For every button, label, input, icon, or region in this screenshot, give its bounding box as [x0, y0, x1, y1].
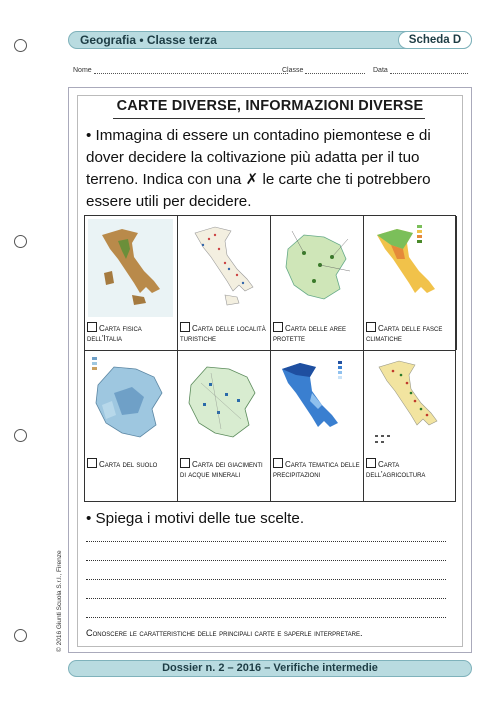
name-label: Nome — [73, 67, 92, 74]
map-card — [364, 216, 457, 350]
name-field[interactable] — [73, 66, 288, 74]
binder-hole — [14, 429, 27, 442]
map-option[interactable] — [180, 322, 269, 344]
map-option[interactable] — [273, 322, 362, 344]
map-option[interactable] — [366, 458, 455, 480]
title-underline — [113, 118, 425, 119]
checkbox[interactable] — [273, 458, 283, 468]
map-option[interactable] — [180, 458, 269, 480]
answer-line[interactable] — [86, 598, 446, 599]
class-label: Classe — [282, 67, 304, 74]
answer-line[interactable] — [86, 560, 446, 561]
climate-zones-map-icon — [367, 219, 452, 317]
learning-objective: Conoscere le caratteristiche delle principali carte e saperle interpretare. — [86, 628, 363, 638]
map-option[interactable] — [87, 458, 176, 470]
map-card — [364, 350, 457, 501]
checkbox[interactable] — [366, 458, 376, 468]
mineral-water-map-icon — [181, 353, 266, 451]
map-card — [271, 350, 364, 501]
map-caption: Carta fisica dell'Italia — [87, 324, 142, 343]
map-option[interactable] — [87, 322, 176, 344]
map-caption: Carta dei giacimenti di acque minerali — [180, 460, 263, 479]
tourist-map-italy-icon — [181, 219, 266, 317]
protected-areas-map-icon — [274, 219, 359, 317]
map-caption: Carta delle aree protette — [273, 324, 347, 343]
map-card — [178, 216, 271, 350]
map-caption: Carta delle località turistiche — [180, 324, 266, 343]
instruction-text: • Immagina di essere un contadino piemontese e di dover decidere la coltivazione più adatta per il tuo terreno. Indica con una ✗ le carte che ti potrebbero essere utili per decidere. — [86, 127, 431, 210]
binder-hole — [14, 629, 27, 642]
checkbox[interactable] — [180, 322, 190, 332]
answer-line[interactable] — [86, 579, 446, 580]
footer-bar: Dossier n. 2 – 2016 – Verifiche intermedie — [68, 660, 472, 677]
checkbox[interactable] — [87, 322, 97, 332]
agriculture-map-icon — [367, 353, 452, 451]
page-title: CARTE DIVERSE, INFORMAZIONI DIVERSE — [116, 98, 424, 114]
map-card — [85, 350, 178, 501]
map-caption: Carta delle fasce climatiche — [366, 324, 443, 343]
checkbox[interactable] — [87, 458, 97, 468]
date-field[interactable] — [373, 66, 468, 74]
map-option[interactable] — [273, 458, 362, 480]
map-card — [271, 216, 364, 350]
checkbox[interactable] — [180, 458, 190, 468]
scheda-badge: Scheda D — [398, 31, 472, 49]
checkbox[interactable] — [366, 322, 376, 332]
map-option[interactable] — [366, 322, 455, 344]
answer-line[interactable] — [86, 617, 446, 618]
soil-map-icon — [88, 353, 173, 451]
physical-map-italy-icon — [88, 219, 173, 317]
date-label: Data — [373, 67, 388, 74]
map-caption: Carta dell'agricoltura — [366, 460, 426, 479]
explain-prompt: • Spiega i motivi delle tue scelte. — [86, 510, 305, 527]
precipitation-map-icon — [274, 353, 359, 451]
answer-line[interactable] — [86, 541, 446, 542]
binder-hole — [14, 235, 27, 248]
map-card — [178, 350, 271, 501]
map-caption: Carta del suolo — [99, 460, 158, 469]
subject-title: Geografia • Classe terza — [80, 33, 217, 47]
checkbox[interactable] — [273, 322, 283, 332]
binder-hole — [14, 39, 27, 52]
map-card — [85, 216, 178, 350]
map-caption: Carta tematica delle precipitazioni — [273, 460, 360, 479]
maps-grid — [84, 215, 456, 502]
class-field[interactable] — [282, 66, 365, 74]
copyright-text: © 2016 Giunti Scuola S.r.l., Firenze — [56, 550, 63, 652]
